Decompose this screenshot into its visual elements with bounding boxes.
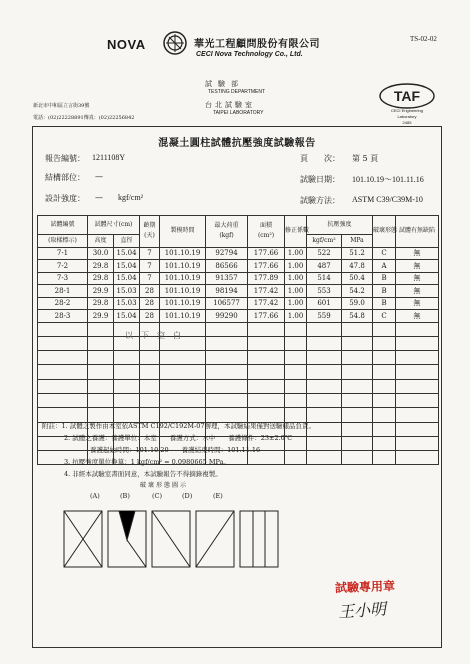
- cell-diameter: 15.03: [114, 297, 140, 310]
- empty-cell: [285, 351, 307, 365]
- header-failure-pattern: 破壞形態: [373, 216, 396, 248]
- cell-correction: 1.00: [285, 297, 307, 310]
- empty-cell: [114, 365, 140, 379]
- empty-cell: [342, 422, 373, 436]
- table-row: [38, 297, 439, 310]
- empty-cell: [396, 422, 439, 436]
- empty-cell: [342, 336, 373, 350]
- empty-cell: [342, 351, 373, 365]
- empty-cell: [307, 351, 342, 365]
- cell-height: 29.8: [88, 272, 114, 285]
- cell-height: 29.9: [88, 285, 114, 298]
- laboratory-en: TAIPEI LABORATORY: [213, 110, 264, 116]
- blank-below-marker: 以下空白: [125, 331, 189, 340]
- header-specimen-id: 試體編號: [38, 216, 88, 235]
- empty-cell: [38, 336, 88, 350]
- empty-cell: [38, 408, 88, 422]
- cell-specimen-id: 28-3: [38, 310, 88, 323]
- cell-area: 177.42: [248, 297, 285, 310]
- empty-cell: [373, 436, 396, 450]
- cell-molding-time: 101.10.19: [160, 260, 206, 273]
- empty-cell: [160, 393, 206, 407]
- empty-cell: [38, 365, 88, 379]
- note-3: 3. 抗壓強度單位換算：1 kgf/cm² = 0.0980665 MPa。: [64, 458, 230, 466]
- cell-specimen-id: 7-2: [38, 260, 88, 273]
- cell-defect: 無: [396, 247, 439, 260]
- cell-failure-type: B: [373, 285, 396, 298]
- cell-diameter: 15.04: [114, 260, 140, 273]
- cell-failure-type: B: [373, 297, 396, 310]
- empty-cell: [285, 451, 307, 465]
- header-height: 高度: [88, 235, 114, 248]
- empty-cell: [342, 436, 373, 450]
- empty-cell: [140, 351, 160, 365]
- cell-strength-kgf: 601: [307, 297, 342, 310]
- cell-max-load: 92794: [206, 247, 248, 260]
- empty-cell: [114, 379, 140, 393]
- cell-specimen-id: 7-3: [38, 272, 88, 285]
- cell-age: 7: [140, 260, 160, 273]
- cell-failure-type: A: [373, 260, 396, 273]
- cell-correction: 1.00: [285, 260, 307, 273]
- table-row-empty: [38, 365, 439, 379]
- header-age: 齡期 (天): [140, 216, 160, 248]
- empty-cell: [114, 351, 140, 365]
- report-title: 混凝土圓柱試體抗壓強度試驗報告: [158, 138, 316, 149]
- cell-max-load: 106577: [206, 297, 248, 310]
- cell-strength-kgf: 514: [307, 272, 342, 285]
- company-name-en: CECI Nova Technology Co., Ltd.: [196, 51, 303, 58]
- cell-correction: 1.00: [285, 285, 307, 298]
- cell-failure-type: C: [373, 310, 396, 323]
- cell-height: 29.9: [88, 310, 114, 323]
- cell-specimen-id: 28-1: [38, 285, 88, 298]
- company-logo-text: NOVA: [107, 37, 146, 52]
- laboratory-cn: 台北試驗室: [205, 101, 255, 109]
- cell-age: 7: [140, 272, 160, 285]
- cell-defect: 無: [396, 260, 439, 273]
- cell-strength-mpa: 54.8: [342, 310, 373, 323]
- taf-label-line3: 2485: [402, 120, 412, 125]
- empty-cell: [285, 322, 307, 336]
- cell-defect: 無: [396, 285, 439, 298]
- empty-cell: [248, 322, 285, 336]
- empty-cell: [285, 408, 307, 422]
- empty-cell: [285, 379, 307, 393]
- empty-cell: [88, 408, 114, 422]
- empty-cell: [206, 351, 248, 365]
- design-strength: —: [95, 193, 103, 202]
- handwritten-signature: 王小明: [337, 599, 387, 622]
- cell-failure-type: C: [373, 247, 396, 260]
- pattern-label-e: (E): [213, 492, 223, 500]
- header-specimen-id-sub: (取樣標示): [38, 235, 88, 248]
- table-row: [38, 260, 439, 273]
- empty-cell: [396, 408, 439, 422]
- cell-age: 7: [140, 247, 160, 260]
- header-compressive-strength: 抗壓強度: [307, 216, 373, 235]
- empty-cell: [307, 365, 342, 379]
- cell-defect: 無: [396, 272, 439, 285]
- cell-area: 177.89: [248, 272, 285, 285]
- empty-cell: [342, 365, 373, 379]
- failure-pattern-a-icon: [63, 510, 103, 568]
- taf-label-line2: Laboratory: [397, 114, 417, 119]
- empty-cell: [206, 322, 248, 336]
- empty-cell: [38, 322, 88, 336]
- cell-area: 177.66: [248, 247, 285, 260]
- empty-cell: [38, 379, 88, 393]
- empty-cell: [396, 336, 439, 350]
- lab-address: 新北市中和區立言街39號: [33, 103, 90, 109]
- note-4: 4. 非經本試驗室書面同意，本試驗報告不得摘錄複製。: [64, 470, 222, 478]
- department-cn: 試驗部: [205, 80, 244, 88]
- empty-cell: [396, 436, 439, 450]
- pattern-label-a: (A): [90, 492, 100, 500]
- test-date: 101.10.19～101.11.16: [352, 175, 424, 184]
- report-number-label: 報告編號：: [45, 154, 85, 163]
- header-molding-time: 製模時間: [160, 216, 206, 248]
- header-correction-factor: 修正係數: [285, 216, 307, 248]
- header-defect: 試體有無缺陷: [396, 216, 439, 248]
- empty-cell: [396, 451, 439, 465]
- cell-correction: 1.00: [285, 272, 307, 285]
- pattern-label-c: (C): [152, 492, 163, 500]
- structure-location: —: [95, 172, 103, 181]
- empty-cell: [307, 336, 342, 350]
- cell-specimen-id: 28-2: [38, 297, 88, 310]
- test-method: ASTM C39/C39M-10: [352, 195, 423, 204]
- cell-strength-kgf: 522: [307, 247, 342, 260]
- empty-cell: [248, 393, 285, 407]
- failure-pattern-b-icon: [107, 510, 147, 568]
- cell-height: 29.8: [88, 260, 114, 273]
- table-row: [38, 272, 439, 285]
- design-strength-label: 設計強度：: [45, 194, 85, 203]
- page-number: 第 5 頁: [352, 154, 379, 163]
- header-max-load: 最大荷重 (kgf): [206, 216, 248, 248]
- empty-cell: [206, 408, 248, 422]
- empty-cell: [206, 379, 248, 393]
- cell-diameter: 15.04: [114, 272, 140, 285]
- cell-area: 177.42: [248, 285, 285, 298]
- failure-pattern-e-icon: [239, 510, 279, 568]
- empty-cell: [307, 379, 342, 393]
- empty-cell: [140, 379, 160, 393]
- cell-area: 177.66: [248, 260, 285, 273]
- empty-cell: [88, 336, 114, 350]
- failure-pattern-d-icon: [195, 510, 235, 568]
- empty-cell: [307, 451, 342, 465]
- cell-strength-kgf: 487: [307, 260, 342, 273]
- cell-molding-time: 101.10.19: [160, 247, 206, 260]
- cell-strength-mpa: 54.2: [342, 285, 373, 298]
- empty-cell: [373, 408, 396, 422]
- empty-cell: [342, 393, 373, 407]
- test-method-label: 試驗方法：: [300, 196, 340, 205]
- cell-max-load: 86566: [206, 260, 248, 273]
- empty-cell: [160, 379, 206, 393]
- structure-location-label: 結構部位：: [45, 173, 85, 182]
- empty-cell: [373, 322, 396, 336]
- table-row: [38, 247, 439, 260]
- cell-molding-time: 101.10.19: [160, 285, 206, 298]
- cell-specimen-id: 7-1: [38, 247, 88, 260]
- header-diameter: 直徑: [114, 235, 140, 248]
- cell-strength-kgf: 553: [307, 285, 342, 298]
- empty-cell: [206, 336, 248, 350]
- empty-cell: [373, 379, 396, 393]
- company-name-cn: 華光工程顧問股份有限公司: [194, 39, 320, 50]
- cell-height: 30.0: [88, 247, 114, 260]
- empty-cell: [248, 408, 285, 422]
- table-row-empty: [38, 393, 439, 407]
- table-row-empty: [38, 408, 439, 422]
- empty-cell: [285, 365, 307, 379]
- empty-cell: [396, 322, 439, 336]
- cell-defect: 無: [396, 310, 439, 323]
- page-label: 頁 次：: [300, 154, 340, 163]
- cell-height: 29.8: [88, 297, 114, 310]
- table-row: [38, 285, 439, 298]
- table-row-empty: [38, 379, 439, 393]
- empty-cell: [160, 408, 206, 422]
- header-specimen-size: 試體尺寸(cm): [88, 216, 140, 235]
- table-row-empty: [38, 351, 439, 365]
- empty-cell: [307, 393, 342, 407]
- empty-cell: [140, 393, 160, 407]
- cell-strength-mpa: 47.8: [342, 260, 373, 273]
- empty-cell: [285, 336, 307, 350]
- svg-text:TAF: TAF: [393, 88, 421, 104]
- cell-correction: 1.00: [285, 247, 307, 260]
- header-unit-mpa: MPa: [342, 235, 373, 248]
- empty-cell: [248, 365, 285, 379]
- empty-cell: [342, 408, 373, 422]
- empty-cell: [140, 365, 160, 379]
- empty-cell: [160, 351, 206, 365]
- cell-max-load: 98194: [206, 285, 248, 298]
- empty-cell: [285, 393, 307, 407]
- empty-cell: [307, 408, 342, 422]
- table-row-empty: [38, 336, 439, 350]
- empty-cell: [373, 365, 396, 379]
- empty-cell: [396, 365, 439, 379]
- cell-max-load: 99290: [206, 310, 248, 323]
- pattern-label-d: (D): [182, 492, 193, 500]
- cell-molding-time: 101.10.19: [160, 297, 206, 310]
- empty-cell: [88, 393, 114, 407]
- empty-cell: [248, 351, 285, 365]
- cell-correction: 1.00: [285, 310, 307, 323]
- report-number: 1211108Y: [92, 153, 126, 162]
- failure-pattern-c-icon: [151, 510, 191, 568]
- empty-cell: [373, 422, 396, 436]
- table-row-empty: [38, 322, 439, 336]
- empty-cell: [342, 451, 373, 465]
- empty-cell: [373, 351, 396, 365]
- cell-diameter: 15.04: [114, 247, 140, 260]
- empty-cell: [206, 393, 248, 407]
- empty-cell: [114, 408, 140, 422]
- empty-cell: [206, 365, 248, 379]
- cell-failure-type: B: [373, 272, 396, 285]
- design-strength-unit: kgf/cm²: [118, 193, 144, 202]
- cell-defect: 無: [396, 297, 439, 310]
- header-area: 面積 (cm²): [248, 216, 285, 248]
- laboratory-stamp: 試驗專用章: [334, 578, 396, 596]
- empty-cell: [140, 408, 160, 422]
- lab-phone: 電話：(02)22228891傳真：(02)22256842: [33, 115, 135, 121]
- empty-cell: [373, 336, 396, 350]
- empty-cell: [396, 379, 439, 393]
- cell-strength-mpa: 50.4: [342, 272, 373, 285]
- cell-age: 28: [140, 297, 160, 310]
- empty-cell: [248, 379, 285, 393]
- company-logo-icon: [163, 31, 187, 55]
- empty-cell: [373, 451, 396, 465]
- empty-cell: [342, 322, 373, 336]
- empty-cell: [373, 393, 396, 407]
- empty-cell: [396, 351, 439, 365]
- test-date-label: 試驗日期：: [300, 175, 340, 184]
- cell-strength-mpa: 51.2: [342, 247, 373, 260]
- cell-molding-time: 101.10.19: [160, 310, 206, 323]
- cell-area: 177.66: [248, 310, 285, 323]
- empty-cell: [114, 393, 140, 407]
- department-en: TESTING DEPARTMENT: [208, 89, 266, 95]
- empty-cell: [248, 336, 285, 350]
- cell-diameter: 15.03: [114, 285, 140, 298]
- empty-cell: [160, 365, 206, 379]
- form-number: TS-02-02: [410, 35, 437, 43]
- empty-cell: [342, 379, 373, 393]
- empty-cell: [307, 436, 342, 450]
- cell-molding-time: 101.10.19: [160, 272, 206, 285]
- empty-cell: [88, 365, 114, 379]
- empty-cell: [88, 322, 114, 336]
- cell-strength-mpa: 59.0: [342, 297, 373, 310]
- taf-label-line1: CECI Engineering: [390, 108, 424, 113]
- note-1: 附註：1. 試體之製作由本室依ASTM C192/C192M-07辦理，本試驗結果僅對送驗樣品負責。: [42, 422, 316, 430]
- table-row: [38, 310, 439, 323]
- note-2: 2. 試體之養護：養護單位：本室 養護方式：水中 養護條件：23±2.0℃: [64, 434, 293, 442]
- cell-max-load: 91357: [206, 272, 248, 285]
- failure-pattern-caption: 破壞形態圖示: [140, 482, 189, 489]
- empty-cell: [88, 379, 114, 393]
- pattern-label-b: (B): [120, 492, 130, 500]
- header-unit-kgf: kgf/cm²: [307, 235, 342, 248]
- empty-cell: [396, 393, 439, 407]
- empty-cell: [88, 351, 114, 365]
- cell-diameter: 15.04: [114, 310, 140, 323]
- cell-age: 28: [140, 310, 160, 323]
- cell-age: 28: [140, 285, 160, 298]
- empty-cell: [307, 322, 342, 336]
- note-2-cont: 養護起始時間：101.10.20 養護結束時間：101.11.16: [90, 446, 261, 454]
- empty-cell: [38, 393, 88, 407]
- cell-strength-kgf: 559: [307, 310, 342, 323]
- empty-cell: [38, 351, 88, 365]
